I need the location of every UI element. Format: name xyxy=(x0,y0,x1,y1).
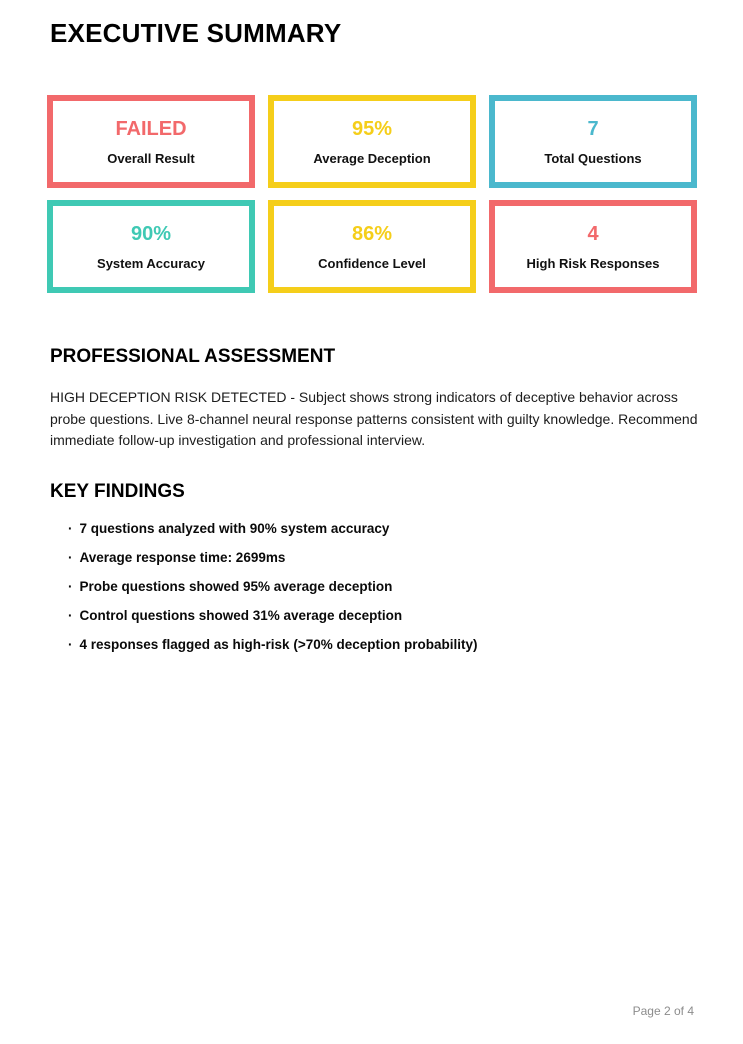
bullet-dot: · xyxy=(68,550,73,565)
card-label: Total Questions xyxy=(544,150,642,166)
stat-card-overall-result xyxy=(47,95,255,188)
bullet-dot: · xyxy=(68,608,73,623)
key-finding-text: Control questions showed 31% average deception xyxy=(79,608,403,623)
card-value: 86% xyxy=(351,222,393,245)
card-value: FAILED xyxy=(115,117,187,140)
page-title: EXECUTIVE SUMMARY xyxy=(50,18,342,48)
card-label: Average Deception xyxy=(313,150,431,166)
key-finding-text: 4 responses flagged as high-risk (>70% deception probability) xyxy=(79,637,478,652)
stat-card-total-questions xyxy=(489,95,697,188)
key-finding-text: Probe questions showed 95% average deception xyxy=(79,579,393,594)
key-findings-heading: KEY FINDINGS xyxy=(50,481,185,502)
key-findings-list xyxy=(50,522,477,667)
professional-assessment-body: HIGH DECEPTION RISK DETECTED - Subject shows strong indicators of deceptive behavior across probe questions. Live 8-channel neural response patterns consistent with guilty knowledge. Recommend immediate follow-up investigation and professional interview. xyxy=(50,389,698,448)
card-value: 90% xyxy=(130,222,172,245)
page-number: Page 2 of 4 xyxy=(632,1004,694,1018)
key-finding-text: 7 questions analyzed with 90% system accuracy xyxy=(79,521,390,536)
key-finding-item xyxy=(68,638,477,652)
stat-card-average-deception xyxy=(268,95,476,188)
bullet-dot: · xyxy=(68,521,73,536)
stat-card-system-accuracy xyxy=(47,200,255,293)
card-label: High Risk Responses xyxy=(526,255,660,271)
bullet-dot: · xyxy=(68,637,73,652)
card-label: Confidence Level xyxy=(318,255,426,271)
key-finding-text: Average response time: 2699ms xyxy=(79,550,286,565)
key-finding-item xyxy=(68,551,477,565)
card-label: System Accuracy xyxy=(97,255,205,271)
card-value: 4 xyxy=(587,222,599,245)
card-value: 95% xyxy=(351,117,393,140)
stat-card-confidence-level xyxy=(268,200,476,293)
key-finding-item xyxy=(68,522,477,536)
card-label: Overall Result xyxy=(107,150,195,166)
key-finding-item xyxy=(68,609,477,623)
stat-card-high-risk-responses xyxy=(489,200,697,293)
bullet-dot: · xyxy=(68,579,73,594)
summary-cards-grid xyxy=(47,95,697,293)
card-value: 7 xyxy=(587,117,599,140)
professional-assessment-heading: PROFESSIONAL ASSESSMENT xyxy=(50,346,336,367)
key-finding-item xyxy=(68,580,477,594)
